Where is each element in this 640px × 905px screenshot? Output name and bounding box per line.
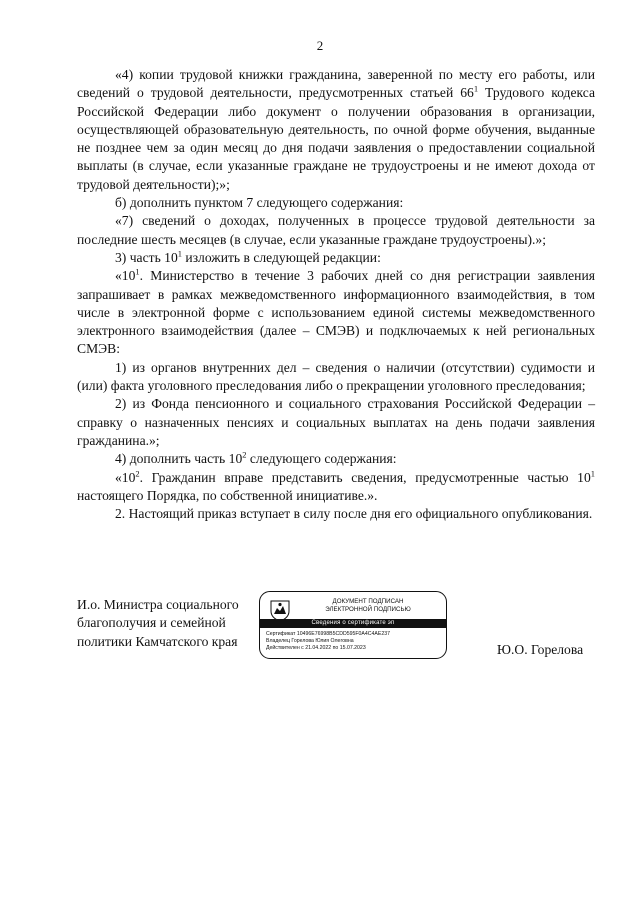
stamp-details bbox=[266, 631, 442, 653]
stamp-certificate-bar: Сведения о сертификате эп bbox=[260, 619, 446, 628]
paragraph-item-4: «4) копии трудовой книжки гражданина, заверенной по месту его работы, или сведений о трудовой деятельности, предусмотренных статьей $66^1$ Трудового кодекса Российской Федерации либо документ о получении образования в организации, осуществляющей образовательную деятельность, по очной форме обучения, выданные не позднее чем за один месяц до дня подачи заявления о предоставлении социальной выплаты (в случае, если указанные граждане не трудоустроены и не имеют дохода от трудовой деятельности);»; bbox=[77, 67, 595, 192]
stamp-owner: Владелец Горелова Юлия Олеговна bbox=[266, 638, 354, 645]
paragraph-entry-into-force: 2. Настоящий приказ вступает в силу после дня его официального опубликования. bbox=[115, 506, 593, 522]
electronic-signature-stamp bbox=[259, 591, 447, 659]
signatory-position-line: И.о. Министра социального bbox=[77, 597, 239, 612]
signatory-position-line: политики Камчатского края bbox=[77, 633, 238, 649]
stamp-validity: Действителен с 21.04.2022 по 15.07.2023 bbox=[266, 645, 366, 652]
page-number: 2 bbox=[316, 38, 324, 53]
paragraph-subitem-1: 1) из органов внутренних дел – сведения о наличии (отсутствии) судимости и (или) факта уголовного преследования либо о прекращении уголовного преследования; bbox=[77, 359, 595, 394]
signatory-position-line: благополучия и семейной bbox=[77, 615, 226, 631]
paragraph-part-10-1: «$10^1$. Министерство в течение 3 рабочих дней со дня регистрации заявления запрашивает в рамках межведомственного информационного взаимодействия, в том числе в электронной форме с использованием единой системы межведомственного электронного взаимодействия (далее – СМЭВ) и подключаемых к ней региональных СМЭВ: bbox=[77, 266, 595, 357]
paragraph-subitem-2: 2) из Фонда пенсионного и социального страхования Российской Федерации – справку о назначенных пенсиях и социальных выплатах на день подачи заявления гражданина.»; bbox=[77, 396, 595, 448]
paragraph-item-7: «7) сведений о доходах, полученных в процессе трудовой деятельности за последние шесть месяцев (в случае, если указанные граждане трудоустроены).»; bbox=[77, 213, 595, 247]
stamp-certificate: Сертификат 10496E76998B5CDD595F0A4C4AE237 bbox=[266, 631, 390, 637]
paragraph-part-10-2: «$10^2$. Гражданин вправе представить сведения, предусмотренные частью $10^1$ настоящего Порядка, по собственной инициативе.». bbox=[77, 468, 595, 503]
paragraph-amend-b: б) дополнить пунктом 7 следующего содержания: bbox=[115, 195, 404, 211]
stamp-title: ДОКУМЕНТ ПОДПИСАН ЭЛЕКТРОННОЙ ПОДПИСЬЮ bbox=[325, 598, 411, 613]
paragraph-amend-4: 4) дополнить часть $10^2$ следующего содержания: bbox=[115, 449, 397, 467]
document-body bbox=[77, 66, 595, 523]
signatory-name: Ю.О. Горелова bbox=[497, 642, 584, 657]
paragraph-amend-3: 3) часть $10^1$ изложить в следующей редакции: bbox=[115, 248, 381, 265]
signatory-position bbox=[77, 596, 267, 651]
